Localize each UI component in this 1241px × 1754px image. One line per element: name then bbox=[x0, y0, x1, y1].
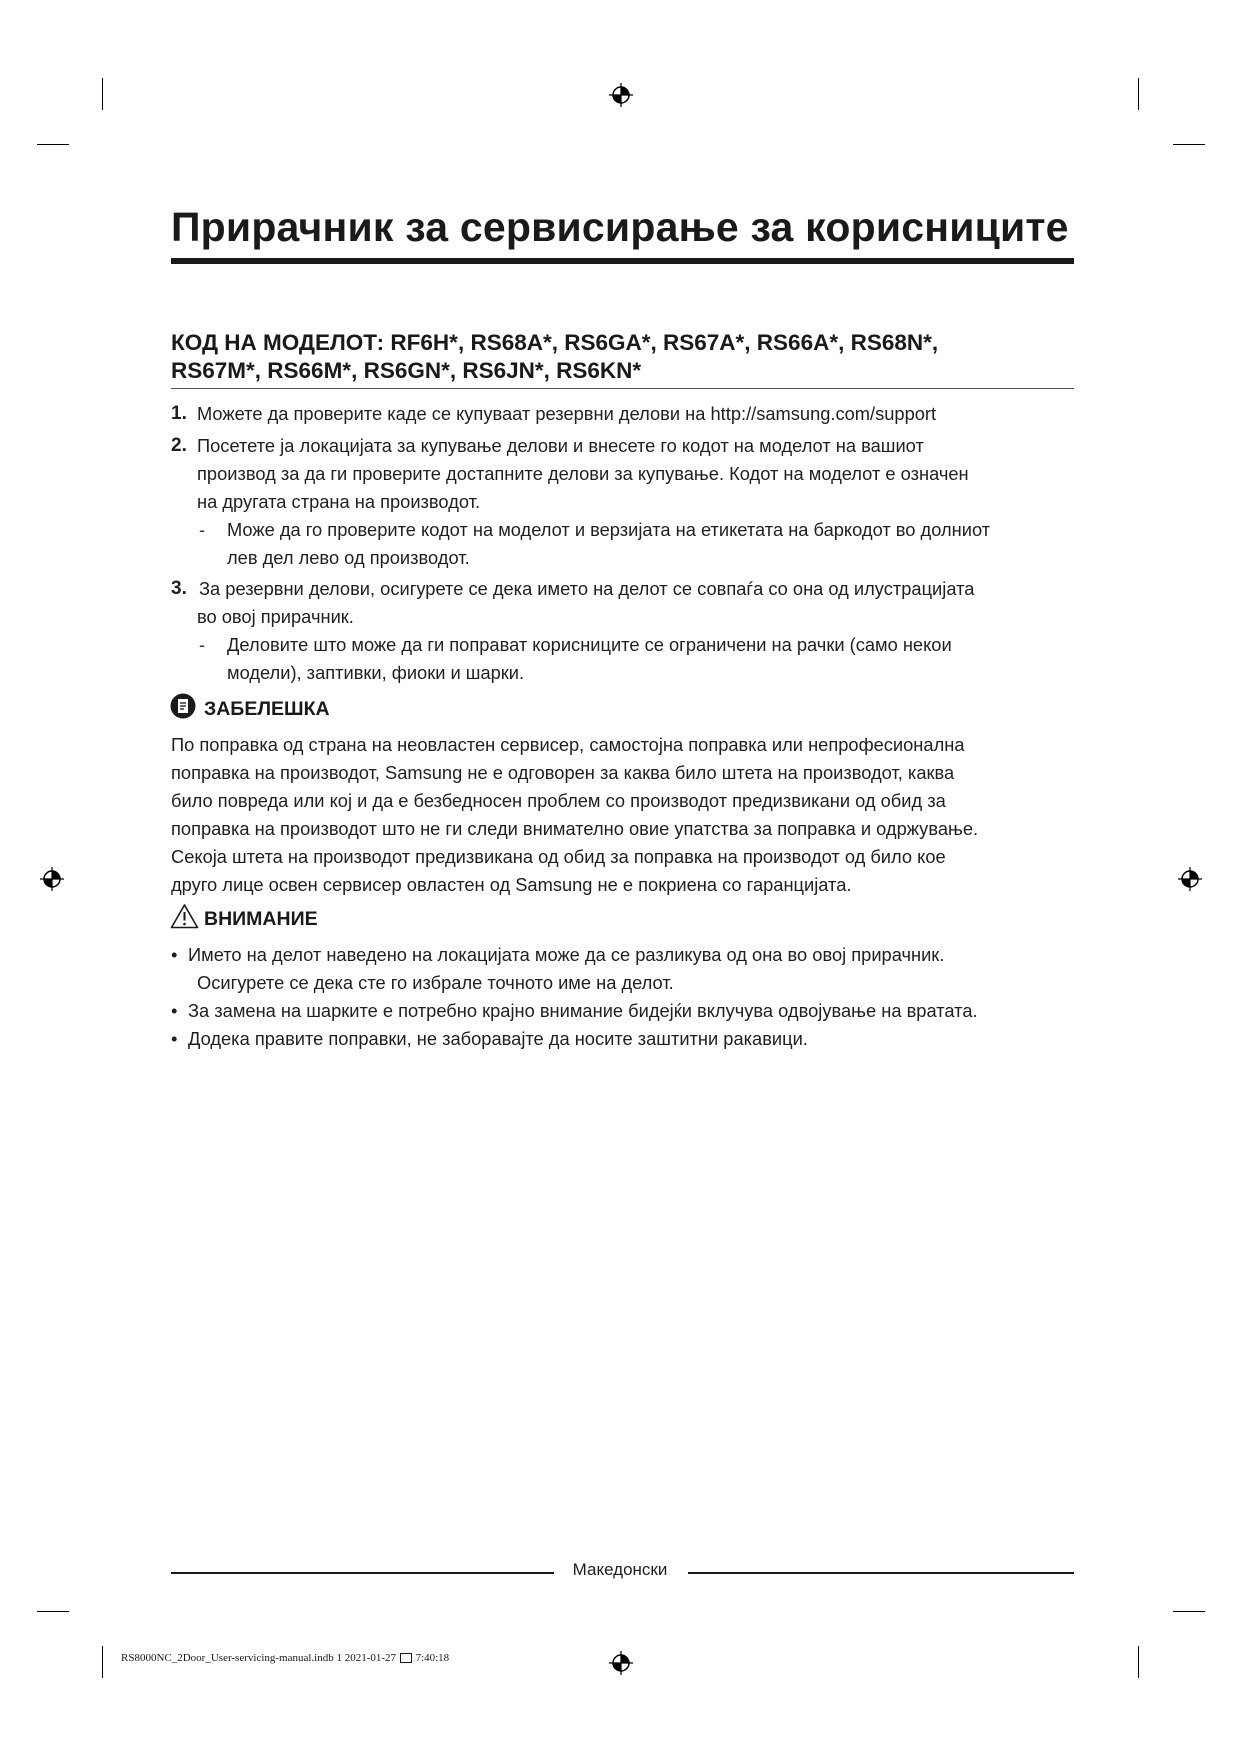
section-divider bbox=[171, 388, 1074, 389]
caution-text: Додека правите поправки, не заборавајте да носите заштитни ракавици. bbox=[188, 1028, 808, 1049]
slug-time: 7:40:18 bbox=[415, 1652, 450, 1664]
warning-triangle-icon bbox=[170, 903, 199, 929]
crop-mark bbox=[1138, 1646, 1139, 1678]
model-code-line-2: RS67M*, RS66M*, RS6GN*, RS6JN*, RS6KN* bbox=[171, 358, 642, 383]
registration-mark-icon bbox=[608, 82, 634, 108]
title-underline bbox=[171, 258, 1074, 264]
registration-mark-icon bbox=[1177, 866, 1203, 892]
footer-rule-left bbox=[171, 1572, 554, 1574]
step-text: во овој прирачник. bbox=[197, 606, 354, 627]
slug-time-icon bbox=[400, 1653, 412, 1663]
step-text: Можете да проверите каде се купуваат резервни делови на http://samsung.com/support bbox=[197, 403, 937, 424]
note-text: Секоја штета на производот предизвикана од обид за поправка на производот од било кое bbox=[171, 846, 946, 867]
crop-mark bbox=[102, 1646, 103, 1678]
crop-mark bbox=[37, 144, 69, 145]
sub-item-text: модели), заптивки, фиоки и шарки. bbox=[227, 662, 525, 683]
sub-item-text: лев дел лево од производот. bbox=[227, 547, 470, 568]
note-text: поправка на производот што не ги следи внимателно овие упатства за поправка и одржување. bbox=[171, 818, 979, 839]
caution-text: Осигурете се дека сте го избрале точното име на делот. bbox=[197, 972, 674, 993]
step-number: 3. bbox=[171, 578, 187, 599]
slug-filename: RS8000NC_2Door_User-servicing-manual.indb 1 bbox=[121, 1652, 342, 1664]
bullet-marker: • bbox=[171, 944, 178, 965]
model-code-line-1: КОД НА МОДЕЛОТ: RF6H*, RS68A*, RS6GA*, RS67A*, RS66A*, RS68N*, bbox=[171, 330, 939, 355]
print-slug bbox=[121, 1652, 449, 1664]
crop-mark bbox=[1173, 1611, 1205, 1612]
footer-rule-right bbox=[688, 1572, 1074, 1574]
step-text: Посетете ја локацијата за купување делови и внесете го кодот на моделот на вашиот bbox=[197, 435, 924, 456]
crop-mark bbox=[1138, 78, 1139, 110]
note-text: друго лице освен сервисер овластен од Samsung не е покриена со гаранцијата. bbox=[171, 874, 852, 895]
caution-text: Името на делот наведено на локацијата може да се разликува од она во овој прирачник. bbox=[188, 944, 945, 965]
registration-mark-icon bbox=[608, 1650, 634, 1676]
registration-mark-icon bbox=[39, 866, 65, 892]
crop-mark bbox=[37, 1611, 69, 1612]
note-text: По поправка од страна на неовластен сервисер, самостојна поправка или непрофесионална bbox=[171, 734, 965, 755]
note-text: поправка на производот, Samsung не е одговорен за каква било штета на производот, каква bbox=[171, 762, 955, 783]
model-code-heading bbox=[171, 329, 1074, 385]
footer-language: Македонски bbox=[572, 1560, 668, 1579]
note-icon bbox=[170, 693, 196, 719]
note-heading: ЗАБЕЛЕШКА bbox=[204, 698, 330, 720]
caution-heading: ВНИМАНИЕ bbox=[204, 908, 318, 930]
note-text: било повреда или кој и да е безбедносен проблем со производот предизвикани од обид за bbox=[171, 790, 946, 811]
sub-item-text: Деловите што може да ги поправат корисниците се ограничени на рачки (само некои bbox=[227, 634, 952, 655]
sub-item-dash: - bbox=[199, 519, 206, 540]
step-text: За резервни делови, осигурете се дека името на делот се совпаѓа со она од илустрацијата bbox=[199, 578, 975, 599]
slug-date: 2021-01-27 bbox=[344, 1652, 397, 1664]
step-text: производ за да ги проверите достапните делови за купување. Кодот на моделот е означен bbox=[197, 463, 969, 484]
bullet-marker: • bbox=[171, 1000, 178, 1021]
caution-text: За замена на шарките е потребно крајно внимание бидејќи вклучува одвојување на вратата. bbox=[188, 1000, 978, 1021]
step-number: 1. bbox=[171, 403, 187, 424]
step-text: на другата страна на производот. bbox=[197, 491, 481, 512]
sub-item-text: Може да го проверите кодот на моделот и верзијата на етикетата на баркодот во долниот bbox=[227, 519, 991, 540]
page-title: Прирачник за сервисирање за корисниците bbox=[171, 204, 1069, 250]
step-number: 2. bbox=[171, 435, 187, 456]
bullet-marker: • bbox=[171, 1028, 178, 1049]
sub-item-dash: - bbox=[199, 634, 206, 655]
crop-mark bbox=[102, 78, 103, 110]
crop-mark bbox=[1173, 144, 1205, 145]
